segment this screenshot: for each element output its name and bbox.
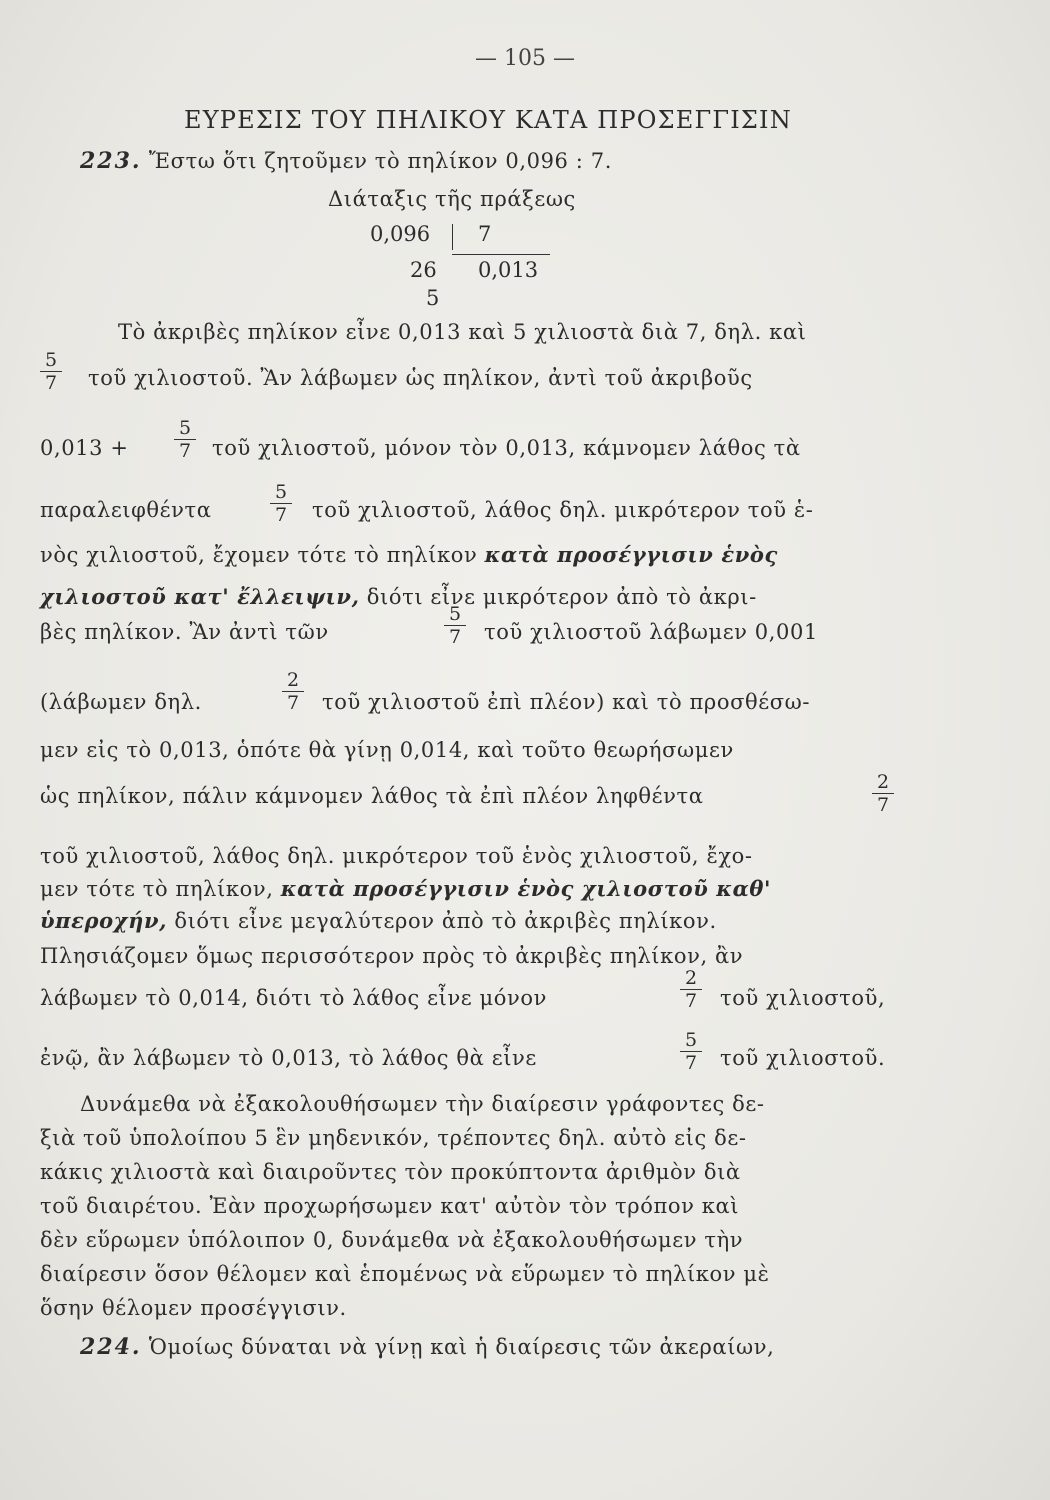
paragraph-224-first-line [80,1334,774,1360]
fraction-2-7: 2 7 [680,968,702,1011]
division-divisor: 7 [478,222,492,246]
division-dividend: 0,096 [370,222,431,246]
text-line-13: ὑπεροχήν, διότι εἶνε μεγαλύτερον ἀπὸ τὸ ἀκριβὲς πηλίκον. [40,908,717,933]
text-line-8-rest: τοῦ χιλιοστοῦ ἐπὶ πλέον) καὶ τὸ προσθέσω- [322,690,811,714]
text-line-4: παραλειφθέντα [40,498,212,522]
text-line-15-rest: τοῦ χιλιοστοῦ, [720,986,886,1010]
fraction-2-7: 2 7 [872,772,894,815]
paragraph-223-text: Ἔστω ὅτι ζητοῦμεν τὸ πηλίκον 0,096 : 7. [148,149,612,173]
text-line-12: μεν τότε τὸ πηλίκον, κατὰ προσέγγισιν ἑνὸς χιλιοστοῦ καθ' [40,876,772,901]
emphasis-by-deficit: χιλιοστοῦ κατ' ἔλλειψιν, [40,584,360,609]
text-line-18: ξιὰ τοῦ ὑπολοίπου 5 ἓν μηδενικόν, τρέποντες δηλ. αὐτὸ εἰς δε- [40,1126,747,1150]
fraction-5-7: 5 7 [680,1030,702,1073]
layout-title: Διάταξις τῆς πράξεως [328,187,576,211]
fraction-2-7: 2 7 [282,670,304,713]
text-line-16-rest: τοῦ χιλιοστοῦ. [720,1046,886,1070]
text-line-8: (λάβωμεν δηλ. [40,690,202,714]
fraction-5-7: 5 7 [444,604,466,647]
division-vertical-bar [452,224,453,250]
page-number: — 105 — [475,46,575,71]
text-line-10: ὡς πηλίκον, πάλιν κάμνομεν λάθος τὰ ἐπὶ πλέον ληφθέντα [40,784,704,808]
text-line-11: τοῦ χιλιοστοῦ, λάθος δηλ. μικρότερον τοῦ ἑνὸς χιλιοστοῦ, ἔχο- [40,844,753,868]
text-line-3: 0,013 + [40,436,129,460]
text-line-1: Τὸ ἀκριβὲς πηλίκον εἶνε 0,013 καὶ 5 χιλιοστὰ διὰ 7, δηλ. καὶ [118,320,807,344]
division-quotient: 0,013 [478,258,539,282]
fraction-5-7: 5 7 [270,482,292,525]
text-line-5: νὸς χιλιοστοῦ, ἔχομεν τότε τὸ πηλίκον κατὰ προσέγγισιν ἑνὸς [40,542,778,567]
text-line-3-rest: τοῦ χιλιοστοῦ, μόνον τὸν 0,013, κάμνομεν λάθος τὰ [212,436,801,460]
text-line-19: κάκις χιλιοστὰ καὶ διαιροῦντες τὸν προκύπτοντα ἀριθμὸν διὰ [40,1160,741,1184]
fraction-5-7: 5 7 [40,350,62,393]
text-line-4-rest: τοῦ χιλιοστοῦ, λάθος δηλ. μικρότερον τοῦ ἑ- [312,498,814,522]
emphasis-approximation: κατὰ προσέγγισιν ἑνὸς χιλιοστοῦ καθ' [280,876,772,901]
paragraph-224-text: Ὁμοίως δύναται νὰ γίνῃ καὶ ἡ διαίρεσις τῶν ἀκεραίων, [148,1335,775,1359]
division-remainder-26: 26 [410,258,437,282]
section-number-224: 224. [80,1334,142,1360]
text-line-22: διαίρεσιν ὅσον θέλομεν καὶ ἑπομένως νὰ εὕρωμεν τὸ πηλίκον μὲ [40,1262,770,1286]
emphasis-approximation: κατὰ προσέγγισιν ἑνὸς [484,542,778,567]
text-line-20: τοῦ διαιρέτου. Ἐὰν προχωρήσωμεν κατ' αὐτὸν τὸν τρόπον καὶ [40,1194,740,1218]
emphasis-by-excess: ὑπεροχήν, [40,908,168,933]
text-line-23: ὅσην θέλομεν προσέγγισιν. [40,1296,347,1320]
text-line-16: ἐνῷ, ἂν λάβωμεν τὸ 0,013, τὸ λάθος θὰ εἶνε [40,1046,537,1070]
text-line-9: μεν εἰς τὸ 0,013, ὁπότε θὰ γίνῃ 0,014, καὶ τοῦτο θεωρήσωμεν [40,738,734,762]
section-number-223: 223. [80,148,142,174]
text-line-7-rest: τοῦ χιλιοστοῦ λάβωμεν 0,001 [484,620,818,644]
text-line-7: βὲς πηλίκον. Ἂν ἀντὶ τῶν [40,620,329,644]
division-horizontal-bar [452,254,550,255]
fraction-5-7: 5 7 [174,418,196,461]
section-heading: ΕΥΡΕΣΙΣ ΤΟΥ ΠΗΛΙΚΟΥ ΚΑΤΑ ΠΡΟΣΕΓΓΙΣΙΝ [184,106,792,134]
text-line-15: λάβωμεν τὸ 0,014, διότι τὸ λάθος εἶνε μόνον [40,986,548,1010]
text-line-14: Πλησιάζομεν ὅμως περισσότερον πρὸς τὸ ἀκριβὲς πηλίκον, ἂν [40,944,744,968]
text-line-6: χιλιοστοῦ κατ' ἔλλειψιν, διότι εἶνε μικρότερον ἀπὸ τὸ ἀκρι- [40,584,757,609]
division-remainder-5: 5 [426,286,440,310]
paragraph-223-first-line [80,148,612,174]
text-line-17: Δυνάμεθα νὰ ἐξακολουθήσωμεν τὴν διαίρεσιν γράφοντες δε- [80,1092,765,1116]
text-line-2: τοῦ χιλιοστοῦ. Ἂν λάβωμεν ὡς πηλίκον, ἀντὶ τοῦ ἀκριβοῦς [88,366,753,390]
text-line-21: δὲν εὕρωμεν ὑπόλοιπον 0, δυνάμεθα νὰ ἐξακολουθήσωμεν τὴν [40,1228,744,1252]
